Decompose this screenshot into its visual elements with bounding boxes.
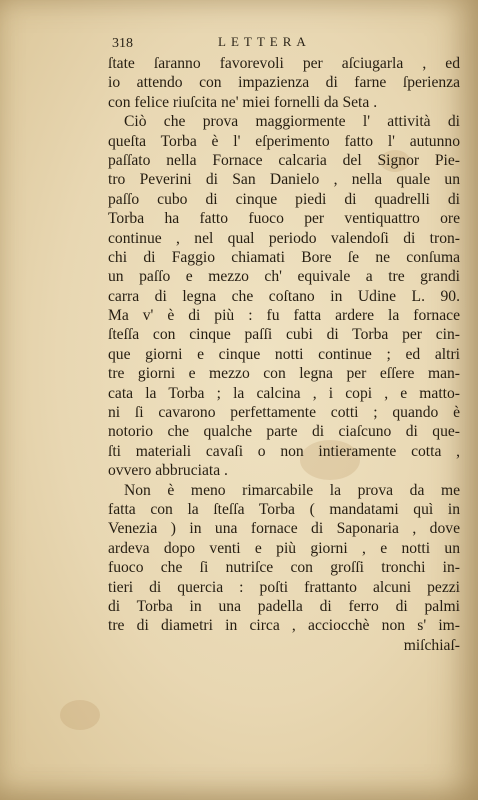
text-line: di Torba in una padella di ferro di palmi [108,597,460,615]
text-line: ni ſi cavarono perfettamente cotti ; quando è [108,404,460,422]
text-line: ſti materiali cavaſi o non intieramente cotta , [108,442,460,460]
text-line: paſſato nella Fornace calcaria del Signor Pie- [108,151,460,169]
text-line: un paſſo e mezzo ch' equivale a tre grandi [108,268,460,286]
text-line: fatta con la ſteſſa Torba ( mandatami quì in [108,500,460,518]
text-line: continue , nel qual periodo valendoſi di tron- [108,229,460,247]
text-line: io attendo con impazienza di farne ſperienza [108,74,460,92]
text-line: paſſo cubo di cinque piedi di quadrelli di [108,190,460,208]
text-line: cata la Torba ; la calcina , i copi , e matto- [108,384,460,402]
text-line: ovvero abbruciata . [108,462,228,480]
text-line: chi di Faggio chiamati Bore ſe ne conſuma [108,248,460,266]
text-line: tre giorni e mezzo con legna per eſſere man- [108,365,460,383]
text-line: Venezia ) in una fornace di Saponaria , dove [108,520,460,538]
text-line: que giorni e cinque notti continue ; ed altri [108,345,460,363]
text-line: carra di legna che coſtano in Udine L. 90. [108,287,460,305]
page-number: 318 [112,36,133,51]
body-text [108,54,460,655]
foxing-spot [60,700,100,730]
text-line: miſchiaſ- [403,636,460,654]
text-line: fuoco che ſi nutriſce con groſſi tronchi in- [108,559,460,577]
text-line: Ciò che prova maggiormente l' attività di [124,113,460,131]
text-line: con felice riuſcita ne' miei fornelli da Seta . [108,93,378,111]
text-line: notorio che qualche parte di ciaſcuno di que- [108,423,460,441]
text-line: tre di diametri in circa , acciocchè non s' im- [108,617,460,635]
page-header [112,34,460,52]
text-line: ſteſſa con cinque paſſi cubi di Torba per cin- [108,326,460,344]
text-line: tieri di quercia : poſti frattanto alcuni pezzi [108,578,460,596]
text-line: queſta Torba è l' eſperimento fatto l' autunno [108,132,460,150]
text-line: Ma v' è di più : fu fatta ardere la fornace [108,307,460,325]
running-title: LETTERA [218,34,311,49]
text-line: tro Peverini di San Danielo , nella quale un [108,171,460,189]
text-line: ſtate ſaranno favorevoli per aſciugarla , ed [108,55,460,72]
text-line: Torba ha fatto fuoco per ventiquattro ore [108,210,460,228]
text-line: ardeva dopo venti e più giorni , e notti un [108,539,460,557]
text-line: Non è meno rimarcabile la prova da me [124,481,460,499]
